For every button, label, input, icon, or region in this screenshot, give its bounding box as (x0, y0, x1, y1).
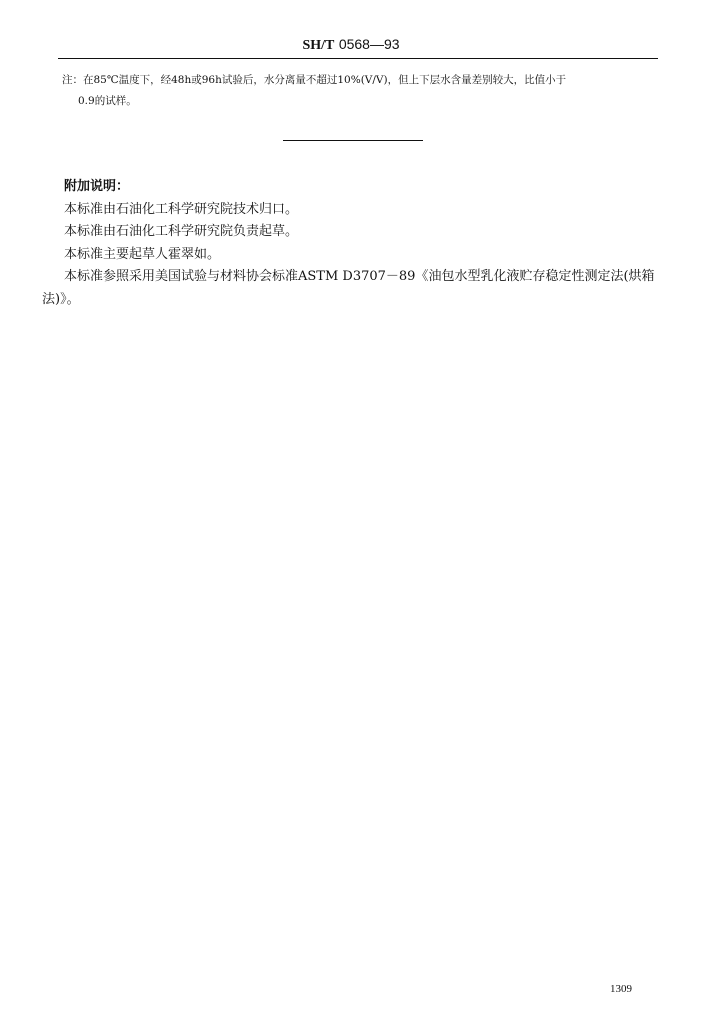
standard-number: 0568—93 (338, 36, 400, 52)
note-line-2: 0.9的试样。 (78, 95, 137, 107)
end-of-text-rule (283, 140, 423, 141)
page-number: 1309 (610, 983, 632, 995)
appendix-section (42, 176, 662, 311)
page-header (0, 34, 702, 56)
note-line-1: 注：在85℃温度下，经48h或96h试验后，水分离量不超过10%(V/V)，但上下层水含量差别较大，比值小于 (62, 74, 567, 86)
appendix-paragraph-drafter-org: 本标准由石油化工科学研究院负责起草。 (64, 224, 299, 239)
header-divider (58, 58, 658, 59)
appendix-paragraph-reference: 本标准参照采用美国试验与材料协会标准ASTM D3707－89《油包水型乳化液贮存稳定性测定法(烘箱法)》。 (42, 269, 655, 307)
appendix-heading: 附加说明： (64, 179, 130, 194)
table-note (62, 70, 660, 112)
appendix-paragraph-responsible: 本标准由石油化工科学研究院技术归口。 (64, 201, 299, 217)
standard-code: SH/T (302, 38, 335, 53)
appendix-paragraph-drafter-person: 本标准主要起草人霍翠如。 (64, 246, 221, 262)
